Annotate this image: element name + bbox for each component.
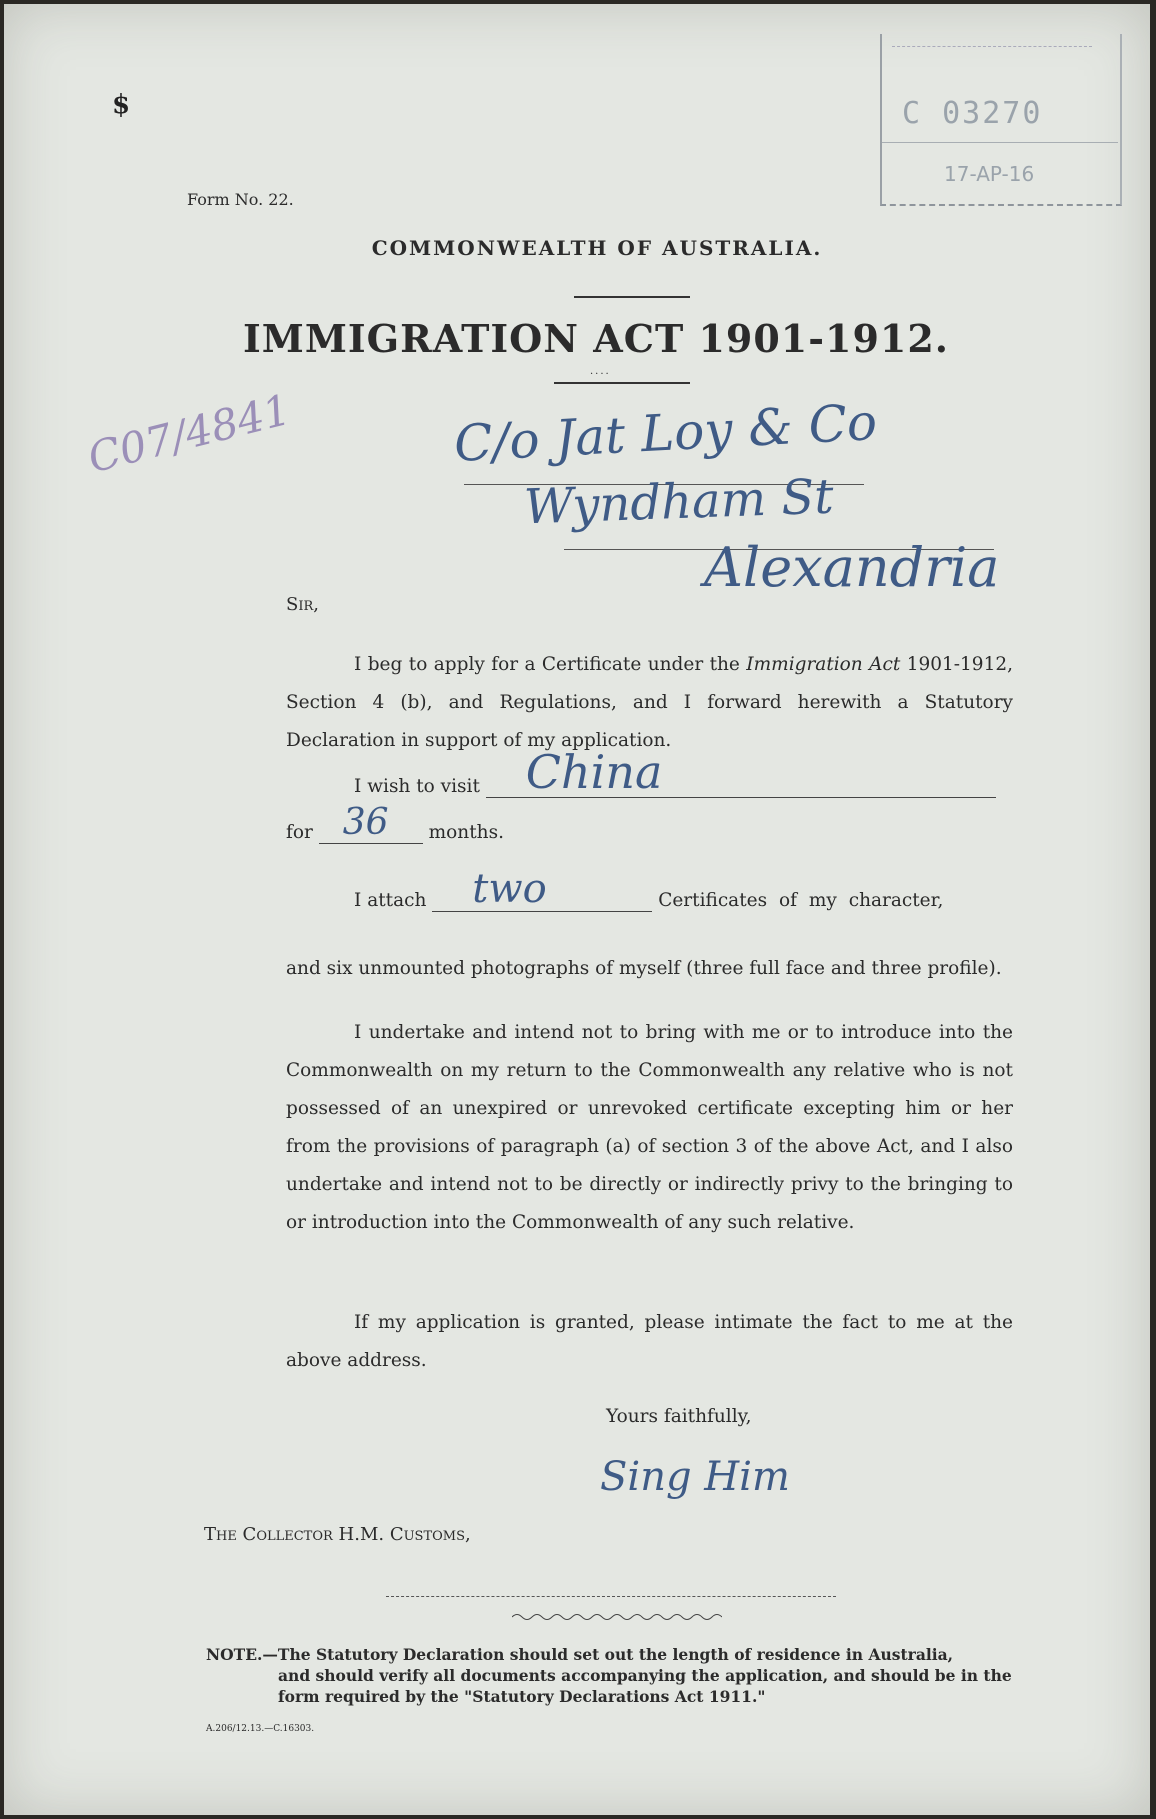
for-label: for	[286, 822, 313, 843]
act-title: IMMIGRATION ACT 1901-1912.	[243, 316, 949, 361]
visit-label: I wish to visit	[354, 776, 480, 797]
address-line-1: C/o Jat Loy & Co	[452, 392, 879, 474]
application-paragraph: I beg to apply for a Certificate under the Immigration Act 1901-1912, Section 4 (b), and Regulations, and I forward herewith a Statutory Declaration in support of my application.	[286, 654, 1013, 751]
visit-row	[354, 745, 996, 799]
title-dots: ....	[590, 366, 611, 377]
address-line-3: Alexandria	[704, 536, 1000, 599]
address-line-2: Wyndham St	[523, 468, 835, 536]
note-lead: NOTE.—The Statutory Declaration should set out the length of residence in Australia,	[206, 1645, 954, 1664]
wavy-divider	[512, 1612, 722, 1622]
commonwealth-heading: COMMONWEALTH OF AUSTRALIA.	[371, 236, 823, 260]
visit-field[interactable]	[486, 745, 996, 799]
form-number: Form No. 22.	[187, 190, 294, 209]
heading-rule-bottom	[554, 382, 690, 384]
stamp-rule	[882, 142, 1118, 143]
signature: Sing Him	[600, 1454, 790, 1500]
attach-field[interactable]	[432, 866, 652, 912]
addressee: The Collector H.M. Customs,	[204, 1524, 471, 1545]
undertaking-paragraph: I undertake and intend not to bring with me or to introduce into the Commonwealth on my return to the Commonwealth any relative who is not possessed of an unexpired or unrevoked certificate excepting him or her from the provisions of paragraph (a) of section 3 of the above Act, and I also undertake and intend not to be directly or indirectly privy to the bringing to or introduction into the Commonwealth of any such relative.	[286, 1022, 1013, 1233]
visit-value: China	[525, 745, 663, 799]
stamp-header-rule	[892, 46, 1092, 47]
stamp-number: C 03270	[902, 96, 1043, 131]
declaration-note	[206, 1644, 1026, 1707]
attach-value: two	[472, 866, 547, 912]
months-row	[286, 802, 504, 844]
print-reference: A.206/12.13.—C.16303.	[206, 1724, 315, 1734]
intimate-paragraph: If my application is granted, please intimate the fact to me at the above address.	[286, 1312, 1013, 1371]
salutation: Sir,	[286, 594, 319, 615]
months-field[interactable]	[319, 802, 423, 844]
pencil-reference: C07/4841	[83, 384, 296, 483]
months-label: months.	[428, 822, 504, 843]
attach-row	[354, 866, 1014, 912]
heading-rule-top	[574, 296, 690, 298]
attach-label: I attach	[354, 890, 427, 911]
certificates-label: Certificates of my character,	[658, 890, 944, 911]
stamp-date: 17-AP-16	[944, 162, 1035, 186]
photos-text: and six unmounted photographs of myself (three full face and three profile).	[286, 958, 1002, 979]
months-value: 36	[342, 802, 389, 843]
note-rule	[386, 1596, 836, 1597]
closing: Yours faithfully,	[606, 1406, 752, 1427]
form-sheet	[4, 4, 1150, 1815]
registry-stamp	[880, 34, 1122, 206]
note-rest: and should verify all documents accompanying the application, and should be in the form required by the "Statutory Declarations Act 1911."	[278, 1666, 1012, 1706]
margin-mark: $	[112, 90, 131, 120]
